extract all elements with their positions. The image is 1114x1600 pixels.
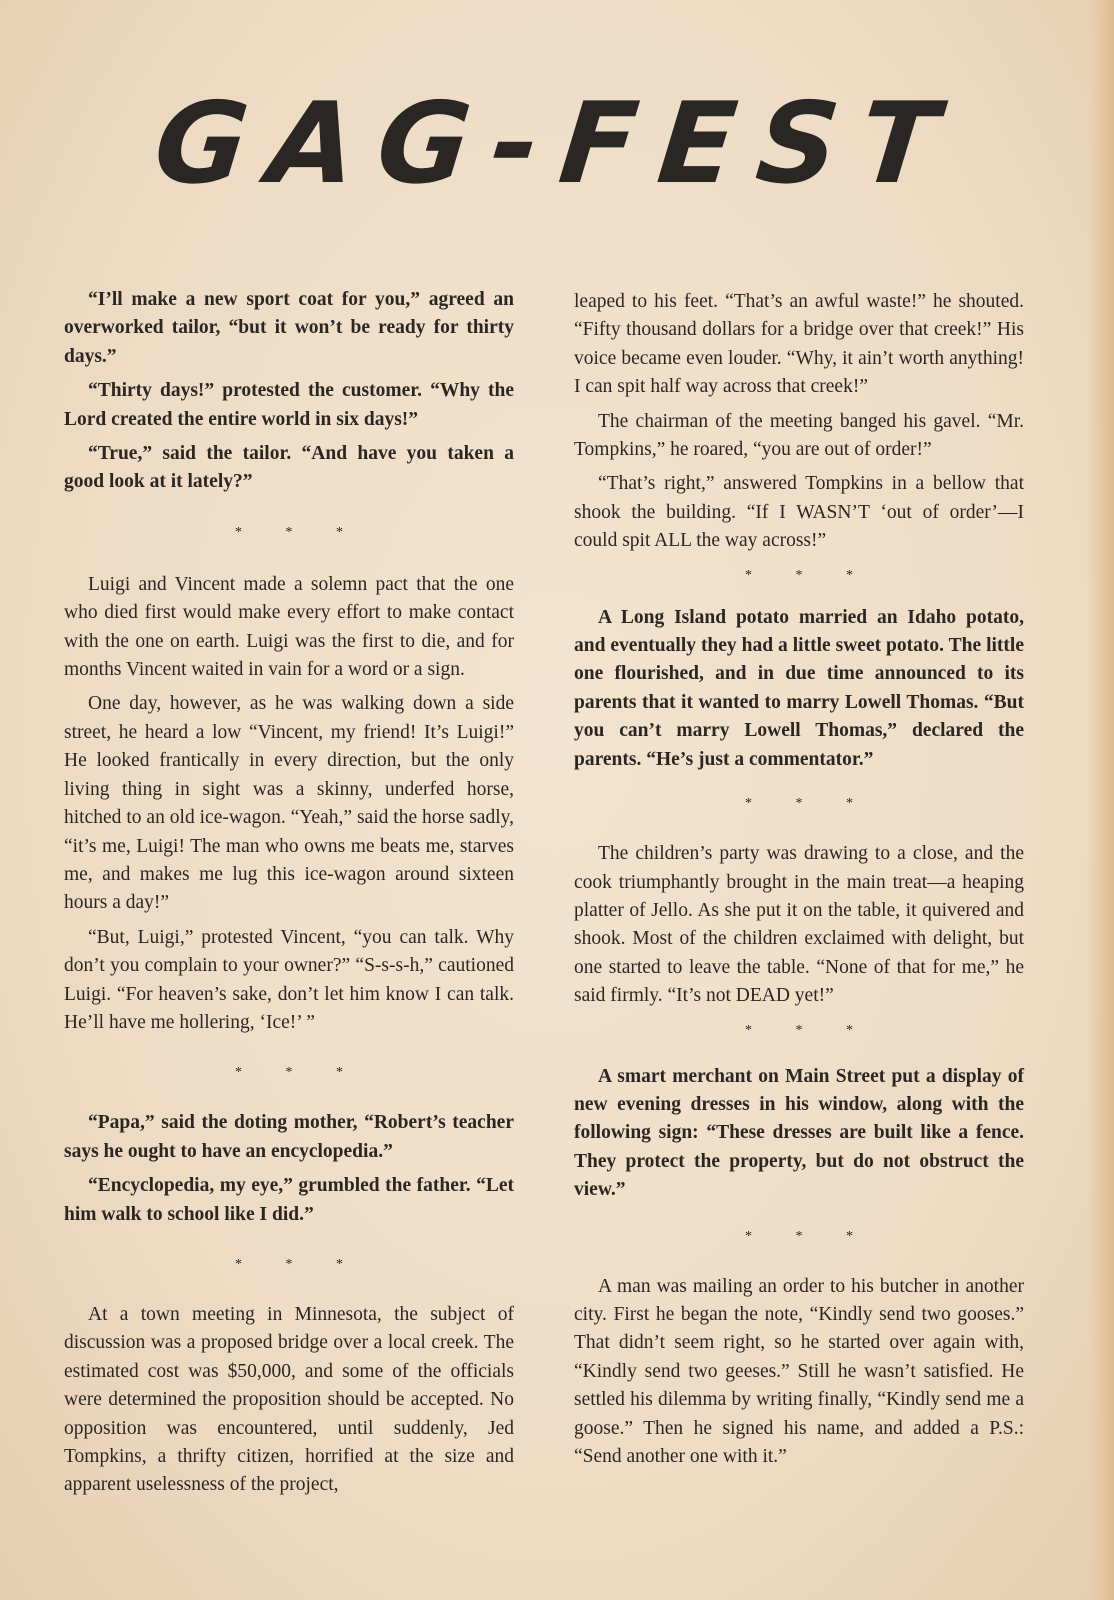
joke-paragraph: One day, however, as he was walking down a side street, he heard a low “Vincent, my friend! It’s Luigi!” He looked frantically in every direction, but the only living thing in sight was a skinny, underfed horse, hitched to an old ice-wagon. “Yeah,” said the horse sadly, “it’s me, Luigi! The man who owns me beats me, starves me, and makes me lug this ice-wagon around sixteen hours a day!” bbox=[64, 693, 514, 914]
joke-paragraph: The chairman of the meeting banged his gavel. “Mr. Tompkins,” he roared, “you are out of order!” bbox=[574, 410, 1024, 461]
joke-paragraph: leaped to his feet. “That’s an awful waste!” he shouted. “Fifty thousand dollars for a bridge over that creek!” His voice became even louder. “Why, it ain’t worth anything! I can spit half way across that creek!” bbox=[574, 291, 1024, 398]
joke-paragraph: “That’s right,” answered Tompkins in a bellow that shook the building. “If I WASN’T ‘out of order’—I could spit ALL the way across!” bbox=[574, 473, 1024, 552]
joke-tailor bbox=[64, 286, 514, 497]
joke-merchant bbox=[574, 1063, 1024, 1205]
joke-paragraph: “Papa,” said the doting mother, “Robert’s teacher says he ought to have an encyclopedia.” bbox=[64, 1112, 514, 1162]
separator: * * * bbox=[745, 796, 873, 812]
joke-paragraph: “Encyclopedia, my eye,” grumbled the father. “Let him walk to school like I did.” bbox=[64, 1175, 514, 1225]
joke-paragraph: A man was mailing an order to his butcher in another city. First he began the note, “Kindly send two gooses.” That didn’t seem right, so he started over again with, “Kindly send two geeses.” Still he wasn’t satisfied. He settled his dilemma by writing finally, “Kindly send me a goose.” Then he signed his name, and added a P.S.: “Send another one with it.” bbox=[574, 1275, 1024, 1467]
right-column bbox=[574, 288, 1024, 1477]
separator: * * * bbox=[745, 1228, 873, 1244]
left-column bbox=[64, 286, 514, 1506]
separator: * * * bbox=[235, 524, 363, 540]
joke-paragraph: Luigi and Vincent made a solemn pact that the one who died first would make every effort to make contact with the one on earth. Luigi was the first to die, and for months Vincent waited in vain for a word or a sign. bbox=[64, 573, 514, 681]
separator: * * * bbox=[235, 1256, 363, 1272]
separator: * * * bbox=[745, 1022, 873, 1038]
joke-paragraph: A Long Island potato married an Idaho potato, and eventually they had a little sweet potato. The little one flourished, and in due time announced to its parents that it wanted to marry Lowell Thomas. “But you can’t marry Lowell Thomas,” declared the parents. “He’s just a commentator.” bbox=[574, 606, 1024, 770]
joke-paragraph: “I’ll make a new sport coat for you,” agreed an overworked tailor, “but it won’t be ready for thirty days.” bbox=[64, 289, 514, 367]
joke-jello bbox=[574, 840, 1024, 1010]
separator: * * * bbox=[235, 1065, 363, 1081]
joke-luigi bbox=[64, 571, 514, 1038]
page-title: GAG-FEST bbox=[148, 79, 966, 209]
joke-paragraph: At a town meeting in Minnesota, the subject of discussion was a proposed bridge over a local creek. The estimated cost was $50,000, and some of the officials were determined the proposition should be accepted. No opposition was encountered, until suddenly, Jed Tompkins, a thrifty citizen, horrified at the size and apparent uselessness of the project, bbox=[64, 1303, 514, 1496]
joke-bridge-part-2 bbox=[574, 288, 1024, 556]
joke-paragraph: “Thirty days!” protested the customer. “Why the Lord created the entire world in six days!” bbox=[64, 380, 514, 430]
joke-paragraph: A smart merchant on Main Street put a display of new evening dresses in his window, along with the following sign: “These dresses are built like a fence. They protect the property, but do not obstruct the view.” bbox=[574, 1065, 1024, 1201]
joke-paragraph: “True,” said the tailor. “And have you taken a good look at it lately?” bbox=[64, 443, 514, 493]
joke-encyclopedia bbox=[64, 1109, 514, 1229]
joke-paragraph: The children’s party was drawing to a close, and the cook triumphantly brought in the main treat—a heaping platter of Jello. As she put it on the table, it quivered and shook. Most of the children exclaimed with delight, but one started to leave the table. “None of that for me,” he said firmly. “It’s not DEAD yet!” bbox=[574, 843, 1024, 1007]
joke-potato bbox=[574, 604, 1024, 774]
page-edge bbox=[1088, 0, 1114, 1600]
joke-paragraph: “But, Luigi,” protested Vincent, “you can talk. Why don’t you complain to your owner?” “S-s-s-h,” cautioned Luigi. “For heaven’s sake, don’t let him know I can talk. He’ll have me hollering, ‘Ice!’ ” bbox=[64, 926, 514, 1033]
joke-butcher bbox=[574, 1273, 1024, 1472]
separator: * * * bbox=[745, 567, 873, 583]
joke-bridge-part-1 bbox=[64, 1301, 514, 1500]
